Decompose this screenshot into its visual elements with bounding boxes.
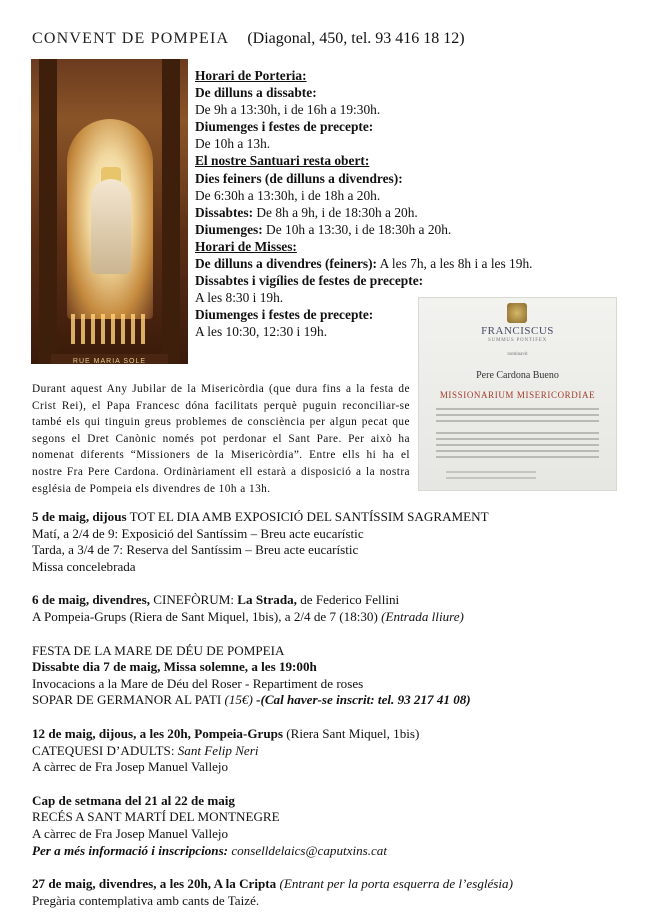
event-2-date: 6 de maig, divendres, — [32, 592, 150, 608]
porteria-weekdays-label: De dilluns a dissabte: — [195, 85, 317, 101]
santuari-title: El nostre Santuari resta obert: — [195, 153, 370, 169]
event-4-address: (Riera Sant Miquel, 1bis) — [282, 725, 420, 741]
misses-dissabtes-label: Dissabtes i vigílies de festes de precepte: — [195, 273, 424, 289]
event-2-type: CINEFÒRUM: — [149, 592, 238, 608]
event-2-entry: (Entrada lliure) — [381, 608, 464, 624]
porteria-title: Horari de Porteria: — [195, 68, 307, 83]
certificate-name: Pere Cardona Bueno — [476, 370, 559, 381]
event-4-date: 12 de maig, dijous, a les 20h, Pompeia-Grups — [32, 725, 283, 741]
event-6-date: 27 de maig, divendres, a les 20h, A la Cripta — [32, 876, 277, 892]
photo-base-inscription: RUE MARIA SOLE — [72, 358, 147, 364]
event-2-location — [32, 609, 632, 626]
event-5-info — [32, 843, 632, 860]
event-3-invocations: Invocacions a la Mare de Déu del Roser - Repartiment de roses — [32, 675, 364, 691]
certificate-title: MISSIONARIUM MISERICORDIAE — [439, 390, 596, 400]
event-2-heading — [32, 592, 632, 609]
certificate-franciscus: FRANCISCUS — [481, 325, 554, 337]
certificate-text-line — [436, 450, 599, 452]
event-4-speaker: A càrrec de Fra Josep Manuel Vallejo — [32, 759, 229, 775]
photo-altar-base — [51, 354, 168, 364]
photo-virgin-figure — [91, 179, 131, 274]
event-1-heading — [32, 509, 632, 526]
event-4-topic — [32, 743, 632, 760]
event-1-morning: Matí, a 2/4 de 9: Exposició del Santíssim – Breu acte eucarístic — [32, 525, 364, 541]
porteria-weekdays-value: De 9h a 13:30h, i de 16h a 19:30h. — [195, 102, 381, 118]
photo-pillar-right — [162, 59, 180, 364]
event-3-title: FESTA DE LA MARE DE DÉU DE POMPEIA — [32, 642, 285, 658]
event-6-description: Pregària contemplativa amb cants de Taizé. — [32, 892, 260, 908]
misses-diumenges-label: Diumenges i festes de precepte: — [195, 307, 374, 323]
event-3-dinner-label: SOPAR DE GERMANOR AL PATI — [32, 692, 225, 708]
certificate-text-line — [436, 432, 599, 434]
certificate-signature-line — [446, 477, 536, 479]
event-4-topic-label: CATEQUESI D’ADULTS: — [32, 742, 178, 758]
event-1-afternoon: Tarda, a 3/4 de 7: Reserva del Santíssim – Breu acte eucarístic — [32, 542, 359, 558]
certificate-text-line — [436, 408, 599, 410]
porteria-sundays-label: Diumenges i festes de precepte: — [195, 119, 374, 135]
santuari-feiners-value: De 6:30h a 13:30h, i de 18h a 20h. — [195, 187, 381, 203]
convent-name: CONVENT DE POMPEIA — [32, 30, 230, 47]
event-5-date: Cap de setmana del 21 al 22 de maig — [32, 792, 235, 808]
event-5-email: conselldelaics@caputxins.cat — [228, 842, 387, 858]
jubilar-paragraph: Durant aquest Any Jubilar de la Misericòrdia (que dura fins a la festa de Crist Rei), el Papa Francesc dóna facilitats perquè puguin reconciliar-se també els qui tinguin greus problemes de consciència per algun pecat que segons el Dret Canònic només pot perdonar el Sant Pare. Per això ha nomenat diferents “Missioners de la Misericòrdia”. Entre ells hi ha el nostre Fra Pere Cardona. Ordinàriament ell estarà a disposició a la nostra església de Pompeia els divendres de 10h a 13h. — [32, 383, 410, 495]
event-1-date: 5 de maig, dijous — [32, 509, 127, 524]
certificate-text-line — [436, 438, 599, 440]
santuari-dissabtes-label: Dissabtes: — [195, 204, 254, 220]
event-1-title: TOT EL DIA AMB EXPOSICIÓ DEL SANTÍSSIM SAGRAMENT — [126, 509, 489, 524]
event-2-place: A Pompeia-Grups (Riera de Sant Miquel, 1bis), a 2/4 de 7 (18:30) — [32, 608, 382, 624]
papal-emblem-icon — [507, 303, 527, 323]
event-4-heading — [32, 726, 632, 743]
santuari-diumenges-line — [195, 221, 635, 238]
certificate-text-line — [436, 456, 599, 458]
misses-feiners-line — [195, 255, 635, 272]
event-5-info-label: Per a més informació i inscripcions: — [32, 842, 229, 858]
event-3-mass: Dissabte dia 7 de maig, Missa solemne, a les 19:00h — [32, 659, 317, 675]
misses-dissabtes-value: A les 8:30 i 19h. — [195, 290, 284, 306]
event-6-entrance: (Entrant per la porta esquerra de l’església) — [276, 876, 513, 892]
event-3-dinner-price: (15€) — [224, 692, 253, 708]
event-5-speaker: A càrrec de Fra Josep Manuel Vallejo — [32, 825, 229, 841]
certificate-text-line — [436, 444, 599, 446]
santuari-diumenges-label: Diumenges: — [195, 221, 263, 237]
altar-photo — [31, 59, 188, 364]
santuari-feiners-label: Dies feiners (de dilluns a divendres): — [195, 170, 403, 186]
event-2-film: La Strada, — [237, 592, 297, 608]
certificate-label: nominavit — [507, 352, 528, 357]
events-list — [32, 509, 632, 909]
misses-feiners-label: De dilluns a divendres (feiners): — [195, 256, 378, 272]
santuari-diumenges-value: De 10h a 13:30, i de 18:30h a 20h. — [262, 221, 452, 237]
missionary-certificate-photo — [418, 297, 617, 491]
convent-address: (Diagonal, 450, tel. 93 416 18 12) — [247, 30, 465, 47]
event-6-heading — [32, 876, 632, 893]
event-3-dinner-note: -(Cal haver-se inscrit: tel. 93 217 41 08) — [252, 692, 471, 708]
event-5-title: RECÉS A SANT MARTÍ DEL MONTNEGRE — [32, 809, 280, 825]
santuari-dissabtes-value: De 8h a 9h, i de 18:30h a 20h. — [253, 204, 418, 220]
event-1-mass: Missa concelebrada — [32, 558, 136, 574]
misses-title: Horari de Misses: — [195, 238, 297, 254]
photo-candles — [71, 314, 151, 344]
certificate-text-line — [436, 420, 599, 422]
misses-diumenges-value: A les 10:30, 12:30 i 19h. — [195, 324, 328, 340]
porteria-sundays-value: De 10h a 13h. — [195, 136, 271, 152]
photo-pillar-left — [39, 59, 57, 364]
event-2-director: de Federico Fellini — [296, 592, 400, 608]
certificate-text-line — [436, 414, 599, 416]
page-header — [32, 30, 465, 48]
event-3-dinner — [32, 692, 632, 709]
certificate-signature-line — [446, 471, 536, 473]
santuari-dissabtes-line — [195, 204, 635, 221]
certificate-summus: SUMMUS PONTIFEX — [487, 338, 548, 343]
event-4-topic-name: Sant Felip Neri — [177, 742, 259, 758]
misses-feiners-value: A les 7h, a les 8h i a les 19h. — [377, 256, 533, 272]
